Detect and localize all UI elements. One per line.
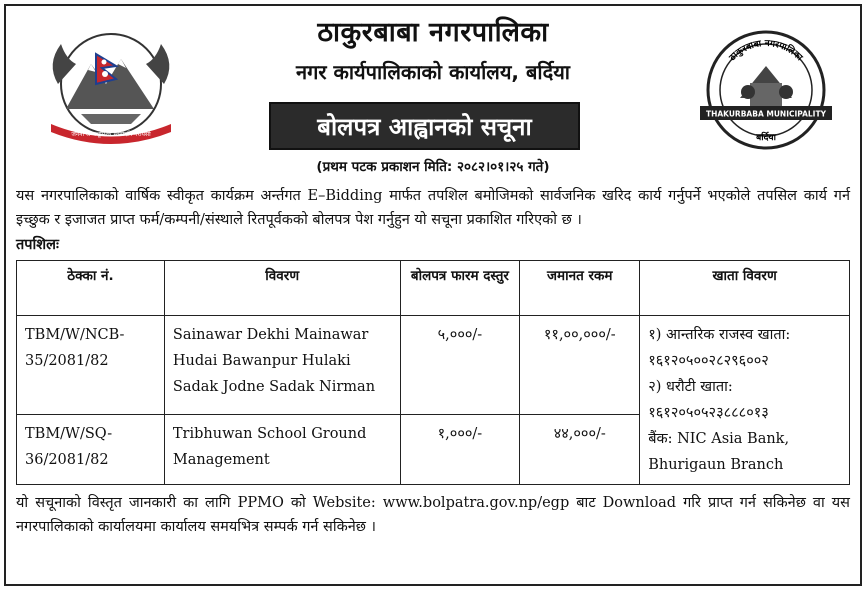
header-account-details: खाता विवरण xyxy=(640,261,850,316)
header-form-fee: बोलपत्र फारम दस्तुर xyxy=(400,261,520,316)
table-header-row xyxy=(17,261,850,316)
municipality-title: ठाकुरबाबा नगरपालिका xyxy=(317,17,549,48)
publication-date: (प्रथम पटक प्रकाशन मिति: २०८२।०१।२५ गते) xyxy=(316,159,550,175)
header-description: विवरण xyxy=(164,261,400,316)
contract-no-cell: TBM/W/SQ-36/2081/82 xyxy=(17,414,165,484)
account-line: बैंक: NIC Asia Bank, xyxy=(648,431,790,447)
emblem-motto: जननी जन्मभूमिश्च स्वर्गादपि गरीयसी xyxy=(71,131,151,138)
intro-paragraph: यस नगरपालिकाको वार्षिक स्वीकृत कार्यक्रम अर्न्तगत E–Bidding मार्फत तपशिल बमोजिमको सार्वजनिक खरिद कार्य गर्नुपर्ने भएकोले तपसिल कार्य गर्न इच्छुक र इजाजत प्राप्त फर्म/कम्पनी/संस्थाले रितपूर्वकको बोलपत्र पेश गर्नुहुन यो सचूना प्रकाशित गरिएको छ । xyxy=(16,188,850,228)
municipality-logo-icon xyxy=(700,28,832,160)
form-fee-cell: १,०००/- xyxy=(400,414,520,484)
description-cell: Tribhuwan School Ground Management xyxy=(164,414,400,484)
logo-band-text: THAKURBABA MUNICIPALITY xyxy=(705,109,827,119)
account-line: १६१२०५०५२३८८८०१३ xyxy=(648,405,769,421)
account-details-cell xyxy=(640,316,850,485)
account-line: १) आन्तरिक राजस्व खाता: xyxy=(648,327,791,343)
header-contract-no: ठेक्का नं. xyxy=(17,261,165,316)
contract-no-cell: TBM/W/NCB-35/2081/82 xyxy=(17,316,165,415)
notice-title-box: बोलपत्र आह्वानको सचूना xyxy=(269,102,580,150)
table-row xyxy=(17,316,850,415)
office-subtitle: नगर कार्यपालिकाको कार्यालय, बर्दिया xyxy=(295,60,570,84)
notice-page xyxy=(4,4,862,586)
security-cell: ११,००,०००/- xyxy=(520,316,640,415)
account-line: १६१२०५००२८२९६००२ xyxy=(648,353,769,369)
logo-text-bottom: बर्दिया xyxy=(756,133,776,143)
logo-text-top: ठाकुरबाबा नगरपालिका xyxy=(727,38,805,64)
description-cell: Sainawar Dekhi Mainawar Hudai Bawanpur Hulaki Sadak Jodne Sadak Nirman xyxy=(164,316,400,415)
account-line: Bhurigaun Branch xyxy=(648,457,784,473)
form-fee-cell: ५,०००/- xyxy=(400,316,520,415)
details-label: तपशिलः xyxy=(16,237,59,253)
header xyxy=(6,6,860,184)
header-security: जमानत रकम xyxy=(520,261,640,316)
account-line: २) धरौटी खाता: xyxy=(648,379,733,395)
security-cell: ४४,०००/- xyxy=(520,414,640,484)
footer-paragraph: यो सचूनाको विस्तृत जानकारी का लागि PPMO को Website: www.bolpatra.gov.np/egp बाट Download गरि प्राप्त गर्न सकिनेछ वा यस नगरपालिकाको कार्यालयमा कार्यालय समयभित्र सम्पर्क गर्न सकिनेछ । xyxy=(16,495,850,535)
contract-table xyxy=(16,260,850,485)
